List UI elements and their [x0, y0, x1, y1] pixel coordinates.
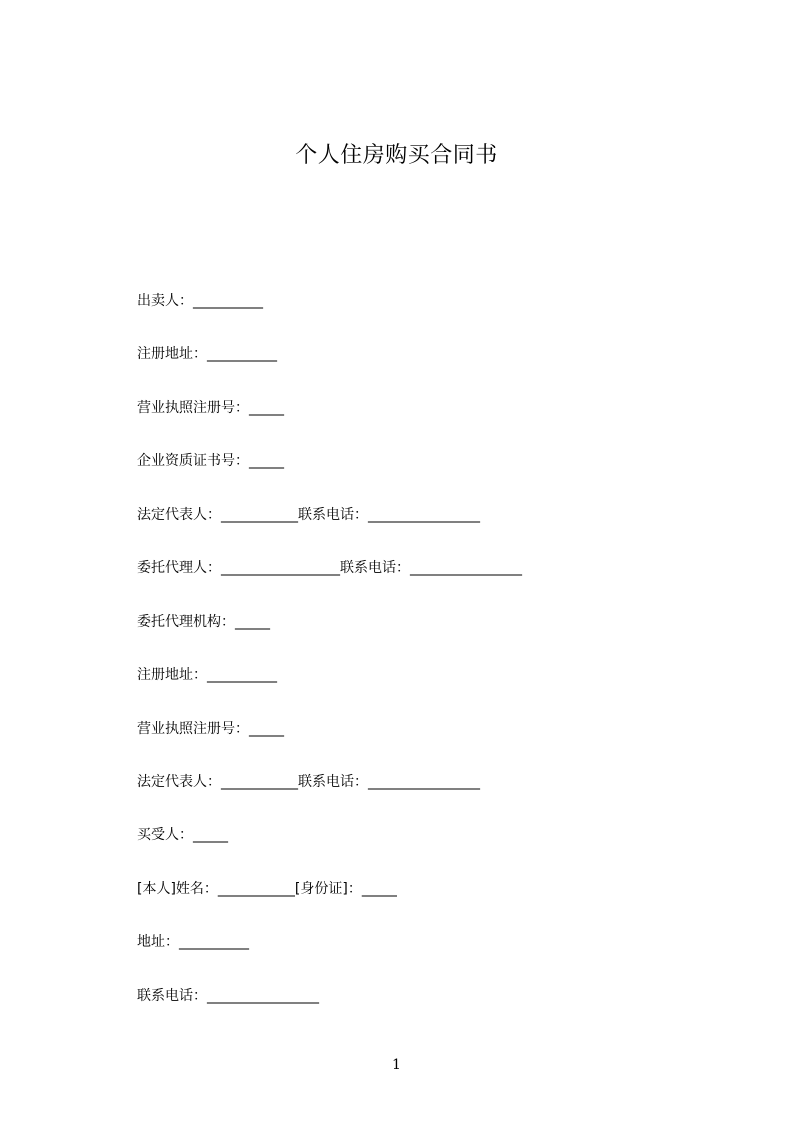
seller-registered-address-line — [137, 344, 277, 364]
document-title: 个人住房购买合同书 — [295, 143, 498, 168]
buyer-line — [137, 825, 228, 845]
agency-business-license-line — [137, 719, 284, 739]
seller-business-license-text: 营业执照注册号：_____ — [137, 400, 284, 416]
enterprise-qualification-line — [137, 451, 284, 471]
seller-text: 出卖人：__________ — [137, 293, 263, 309]
buyer-phone-text: 联系电话：________________ — [137, 988, 319, 1004]
buyer-text: 买受人：_____ — [137, 827, 228, 843]
page-number: 1 — [392, 1057, 401, 1073]
buyer-phone-line — [137, 986, 319, 1006]
seller-business-license-line — [137, 398, 284, 418]
agency-business-license-text: 营业执照注册号：_____ — [137, 721, 284, 737]
entrusted-agent-line — [137, 558, 522, 578]
agency-registered-address-text: 注册地址：__________ — [137, 667, 277, 683]
seller-registered-address-text: 注册地址：__________ — [137, 346, 277, 362]
agency-text: 委托代理机构：_____ — [137, 614, 270, 630]
agency-registered-address-line — [137, 665, 277, 685]
enterprise-qualification-text: 企业资质证书号：_____ — [137, 453, 284, 469]
buyer-address-line — [137, 932, 249, 952]
buyer-identity-text: [本人]姓名：___________[身份证]：_____ — [137, 881, 397, 897]
entrusted-agent-text: 委托代理人：_________________联系电话：________________ — [137, 560, 522, 576]
seller-legal-rep-line — [137, 505, 480, 525]
seller-legal-rep-text: 法定代表人：___________联系电话：________________ — [137, 507, 480, 523]
agency-legal-rep-text: 法定代表人：___________联系电话：________________ — [137, 774, 480, 790]
buyer-identity-line — [137, 879, 397, 899]
agency-line — [137, 612, 270, 632]
buyer-address-text: 地址：__________ — [137, 934, 249, 950]
seller-line — [137, 291, 263, 311]
agency-legal-rep-line — [137, 772, 480, 792]
